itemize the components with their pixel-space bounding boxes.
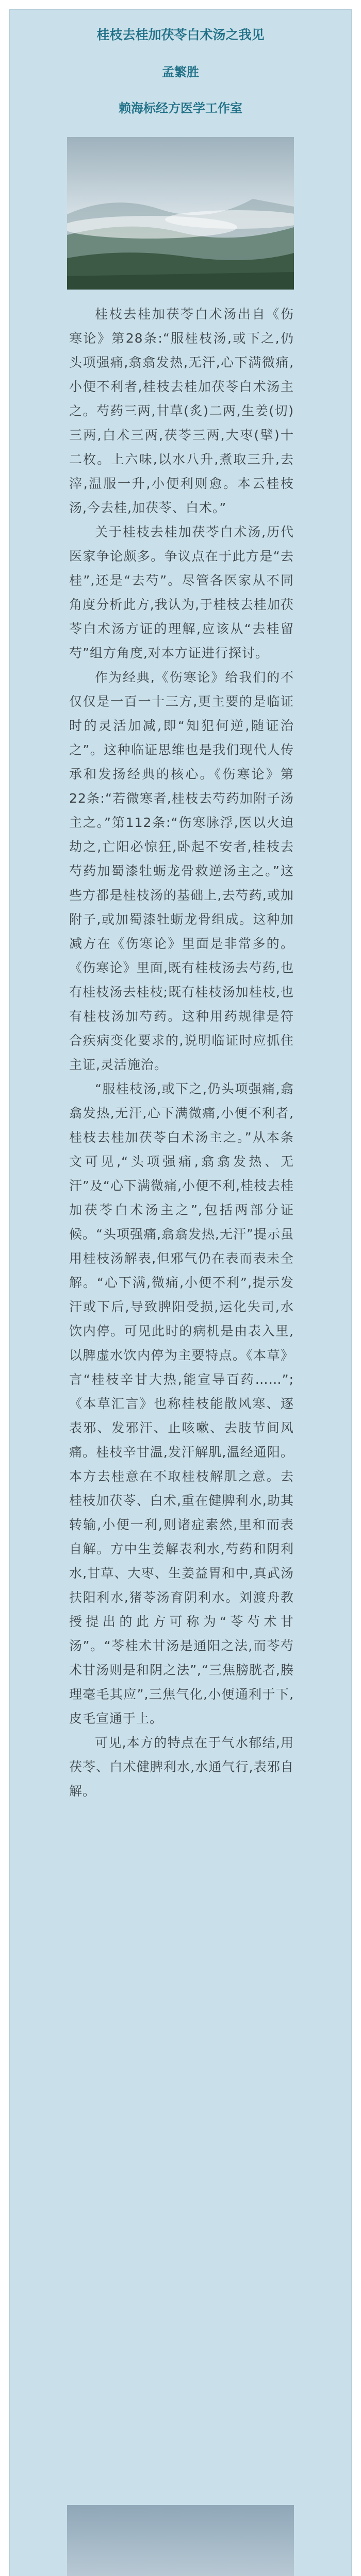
paragraph-1: 桂枝去桂加茯苓白术汤出自《伤寒论》第28条:“服桂枝汤,或下之,仍头项强痛,翕翕发热,无汗,心下满微痛,小便不利者,桂枝去桂加茯苓白术汤主之。芍药三两,甘草(炙)二两,生姜(切)三两,白术三两,茯苓三两,大枣(擘)十二枚。上六味,以水八升,煮取三升,去滓,温服一升,小便利则愈。本云桂枝汤,今去桂,加茯苓、白术。” — [69, 307, 294, 515]
paragraph-4: “服桂枝汤,或下之,仍头项强痛,翕翕发热,无汗,心下满微痛,小便不利者,桂枝去桂加茯苓白术汤主之。”从本条文可见,“头项强痛,翕翕发热、无汗”及“心下满微痛,小便不利,桂枝去桂加茯苓白术汤主之”,包括两部分证候。“头项强痛,翕翕发热,无汗”提示虽用桂枝汤解表,但邪气仍在表而表未全解。“心下满,微痛,小便不利”,提示发汗或下后,导致脾阳受损,运化失司,水饮内停。可见此时的病机是由表入里,以脾虚水饮内停为主要特点。《本草》言“桂枝辛甘大热,能宣导百药……”;《本草汇言》也称桂枝能散风寒、逐表邪、发邪汗、止咳嗽、去肢节间风痛。桂枝辛甘温,发汗解肌,温经通阳。本方去桂意在不取桂枝解肌之意。去桂枝加茯苓、白术,重在健脾利水,助其转输,小便一利,则诸症素然,里和而表自解。方中生姜解表利水,芍药和阴利水,甘草、大枣、生姜益胃和中,真武汤扶阳利水,猪苓汤育阴利水。刘渡舟教授提出的此方可称为“苓芍术甘汤”。“苓桂术甘汤是通阳之法,而苓芍术甘汤则是和阴之法”,“三焦膀胱者,腠理毫毛其应”,三焦气化,小便通利于下,皮毛宣通于上。 — [69, 1081, 294, 1726]
paragraph-2: 关于桂枝去桂加茯苓白术汤,历代医家争论颇多。争议点在于此方是“去桂”,还是“去芍”。尽管各医家从不同角度分析此方,我认为,于桂枝去桂加茯苓白术汤方证的理解,应该从“去桂留芍”组方角度,对本方证进行探讨。 — [69, 524, 294, 660]
lake-landscape-image — [67, 2505, 294, 2576]
article-author: 孟繁胜 — [162, 65, 199, 79]
paragraph-3: 作为经典,《伤寒论》给我们的不仅仅是一百一十三方,更主要的是临证时的灵活加减,即“知犯何逆,随证治之”。这种临证思维也是我们现代人传承和发扬经典的核心。《伤寒论》第22条:“若微寒者,桂枝去芍药加附子汤主之。”第112条:“伤寒脉浮,医以火迫劫之,亡阳必惊狂,卧起不安者,桂枝去芍药加蜀漆牡蛎龙骨救逆汤主之。”这些方都是桂枝汤的基础上,去芍药,或加附子,或加蜀漆牡蛎龙骨组成。这种加减方在《伤寒论》里面是非常多的。《伤寒论》里面,既有桂枝汤去芍药,也有桂枝汤去桂枝;既有桂枝汤加桂枝,也有桂枝汤加芍药。这种用药规律是符合疾病变化要求的,说明临证时应抓住主证,灵活施治。 — [69, 670, 294, 1072]
paragraph-5: 可见,本方的特点在于气水郁结,用茯苓、白术健脾利水,水通气行,表邪自解。 — [69, 1735, 294, 1799]
article-org: 赖海标经方医学工作室 — [119, 101, 242, 115]
article-title: 桂枝去桂加茯苓白术汤之我见 — [96, 27, 265, 42]
article-body — [69, 302, 294, 1803]
misty-landscape-image — [67, 137, 294, 290]
